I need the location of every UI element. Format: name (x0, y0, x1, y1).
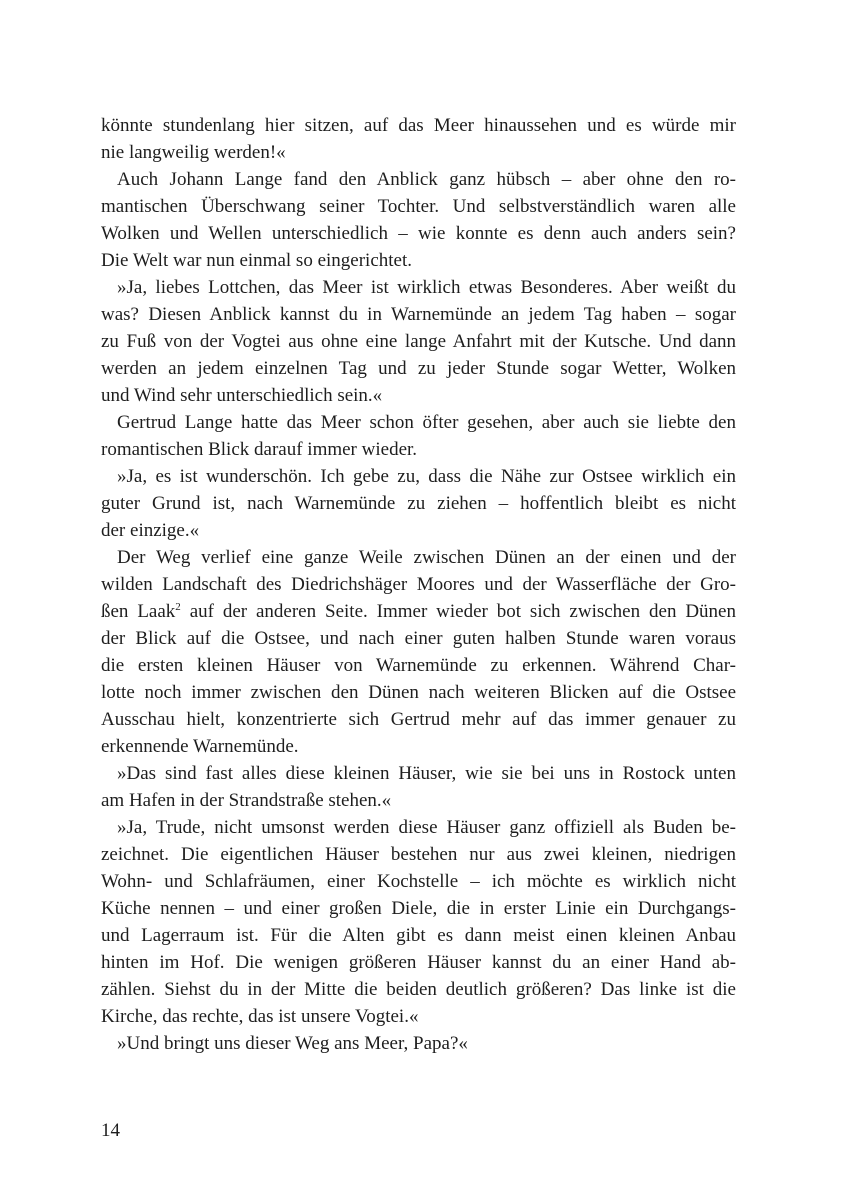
text-line: der Blick auf die Ostsee, und nach einer guten halben Stunde waren voraus (101, 628, 736, 649)
text-line: Küche nennen – und einer großen Diele, die in erster Linie ein Durchgangs- (101, 898, 736, 919)
text-line: »Das sind fast alles diese kleinen Häuser, wie sie bei uns in Rostock unten (117, 763, 736, 784)
text-line: der einzige.« (101, 520, 200, 541)
text-line: Gertrud Lange hatte das Meer schon öfter gesehen, aber auch sie liebte den (117, 412, 736, 433)
text-line: romantischen Blick darauf immer wieder. (101, 439, 418, 460)
text-line: hinten im Hof. Die wenigen größeren Häuser kannst du an einer Hand ab- (101, 952, 736, 973)
text-line: mantischen Überschwang seiner Tochter. Und selbstverständlich waren alle (101, 196, 736, 217)
text-line: lotte noch immer zwischen den Dünen nach weiteren Blicken auf die Ostsee (101, 682, 736, 703)
text-line: Wohn- und Schlafräumen, einer Kochstelle – ich möchte es wirklich nicht (101, 871, 736, 892)
text-line: Kirche, das rechte, das ist unsere Vogtei.« (101, 1006, 419, 1027)
footnote-reference[interactable]: 2 (175, 601, 181, 613)
text-fragment: auf der anderen Seite. Immer wieder bot sich zwischen den Dünen (180, 601, 736, 622)
body-text (101, 112, 736, 1057)
text-fragment: ßen Laak (101, 601, 176, 622)
text-line: werden an jedem einzelnen Tag und zu jeder Stunde sogar Wetter, Wolken (101, 358, 736, 379)
text-line: zeichnet. Die eigentlichen Häuser bestehen nur aus zwei kleinen, niedrigen (101, 844, 736, 865)
text-line: »Ja, liebes Lottchen, das Meer ist wirklich etwas Besonderes. Aber weißt du (117, 277, 736, 298)
text-line: am Hafen in der Strandstraße stehen.« (101, 790, 392, 811)
text-line: »Und bringt uns dieser Weg ans Meer, Papa?« (117, 1033, 468, 1054)
page-number: 14 (101, 1120, 120, 1141)
text-line: Die Welt war nun einmal so eingerichtet. (101, 250, 412, 271)
text-line: was? Diesen Anblick kannst du in Warnemünde an jedem Tag haben – sogar (101, 304, 736, 325)
text-line: »Ja, es ist wunderschön. Ich gebe zu, dass die Nähe zur Ostsee wirklich ein (117, 466, 736, 487)
text-line: und Wind sehr unterschiedlich sein.« (101, 385, 383, 406)
text-line: zu Fuß von der Vogtei aus ohne eine lange Anfahrt mit der Kutsche. Und dann (101, 331, 736, 352)
text-line: Der Weg verlief eine ganze Weile zwischen Dünen an der einen und der (117, 547, 736, 568)
text-line (101, 598, 736, 625)
text-line: guter Grund ist, nach Warnemünde zu ziehen – hoffentlich bleibt es nicht (101, 493, 736, 514)
text-line: könnte stundenlang hier sitzen, auf das Meer hinaussehen und es würde mir (101, 115, 736, 136)
text-line: die ersten kleinen Häuser von Warnemünde zu erkennen. Während Char- (101, 655, 736, 676)
text-line: Ausschau hielt, konzentrierte sich Gertrud mehr auf das immer genauer zu (101, 709, 736, 730)
text-line: und Lagerraum ist. Für die Alten gibt es dann meist einen kleinen Anbau (101, 925, 736, 946)
text-line: nie langweilig werden!« (101, 142, 286, 163)
text-line: zählen. Siehst du in der Mitte die beiden deutlich größeren? Das linke ist die (101, 979, 736, 1000)
text-line: Wolken und Wellen unterschiedlich – wie konnte es denn auch anders sein? (101, 223, 736, 244)
text-line: »Ja, Trude, nicht umsonst werden diese Häuser ganz offiziell als Buden be- (117, 817, 736, 838)
text-line: Auch Johann Lange fand den Anblick ganz hübsch – aber ohne den ro- (117, 169, 736, 190)
text-line: erkennende Warnemünde. (101, 736, 299, 757)
text-line: wilden Landschaft des Diedrichshäger Moores und der Wasserfläche der Gro- (101, 574, 736, 595)
